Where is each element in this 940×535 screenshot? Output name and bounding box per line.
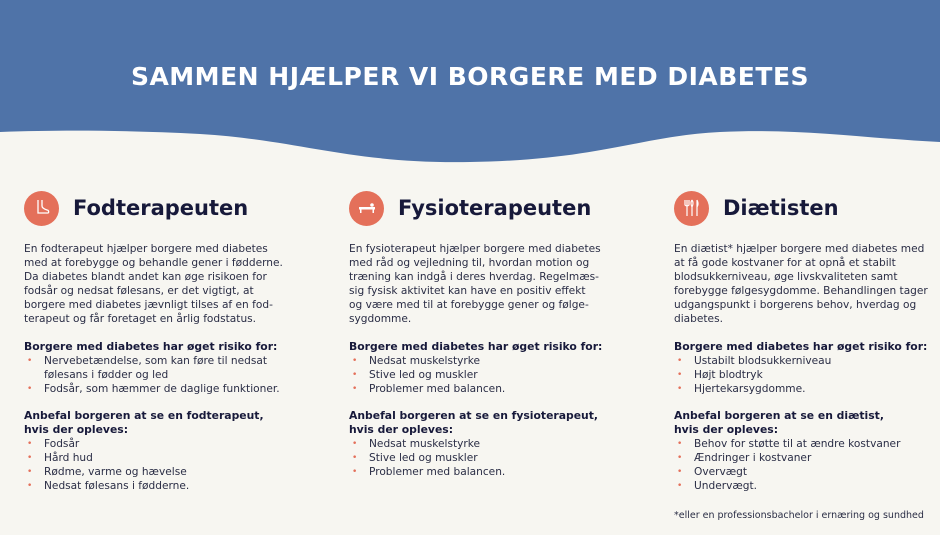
list-item: [674, 479, 940, 493]
list-item-text: Nedsat følesans i fødderne.: [44, 480, 190, 492]
list-item: [674, 368, 940, 382]
bullet-icon: •: [352, 370, 358, 380]
list-item: [674, 437, 940, 451]
recommend-list: [674, 437, 940, 493]
risk-list: [674, 354, 940, 396]
subheading-line: Anbefal borgeren at se en diætist,: [674, 409, 884, 422]
list-item-text: Rødme, varme og hævelse: [44, 466, 187, 478]
list-item: [24, 354, 324, 382]
description: [674, 242, 940, 326]
list-item: [674, 451, 940, 465]
list-item: [24, 451, 324, 465]
subheading-line: Borgere med diabetes har øget risiko for:: [349, 340, 603, 353]
list-item: [24, 465, 324, 479]
list-item: [349, 465, 649, 479]
list-item-text: Hård hud: [44, 452, 93, 464]
bullet-icon: •: [27, 384, 33, 394]
list-item: [349, 451, 649, 465]
recommend-heading: [24, 409, 324, 437]
list-item-text: Ændringer i kostvaner: [694, 452, 812, 464]
list-item-text: Fodsår, som hæmmer de daglige funktioner.: [44, 383, 280, 395]
recommend-list: [24, 437, 324, 493]
risk-heading: [24, 340, 324, 354]
foot-icon: [24, 191, 59, 226]
description-line: med råd og vejledning til, hvordan motion og: [349, 257, 590, 269]
page-title: SAMMEN HJÆLPER VI BORGERE MED DIABETES: [130, 62, 810, 91]
description-line: forebygge følgesygdomme. Behandlingen tager: [674, 285, 928, 297]
bullet-icon: •: [352, 467, 358, 477]
bullet-icon: •: [677, 370, 683, 380]
list-item-text: Problemer med balancen.: [369, 383, 506, 395]
column-header: [349, 190, 649, 226]
header-banner: [0, 0, 940, 170]
list-item-text: Hjertekarsygdomme.: [694, 383, 806, 395]
description-line: sig fysisk aktivitet kan have en positiv effekt: [349, 285, 586, 297]
column-header: [24, 190, 324, 226]
subheading-line: Borgere med diabetes har øget risiko for:: [674, 340, 928, 353]
bullet-icon: •: [352, 356, 358, 366]
list-item-text: Nedsat muskelstyrke: [369, 355, 481, 367]
list-item: [24, 437, 324, 451]
column-title: Fysioterapeuten: [398, 196, 592, 220]
column-title: Fodterapeuten: [73, 196, 249, 220]
list-item-text: Behov for støtte til at ændre kostvaner: [694, 438, 901, 450]
risk-heading: [674, 340, 940, 354]
list-item: [24, 479, 324, 493]
bullet-icon: •: [27, 453, 33, 463]
recommend-heading: [674, 409, 940, 437]
list-item-text: følesans i fødder og led: [44, 369, 169, 381]
subheading-line: hvis der opleves:: [24, 423, 129, 436]
risk-list: [24, 354, 324, 396]
bullet-icon: •: [677, 467, 683, 477]
description-line: med at forebygge og behandle gener i fødderne.: [24, 257, 283, 269]
list-item: [674, 465, 940, 479]
list-item: [674, 354, 940, 368]
list-item-text: Nedsat muskelstyrke: [369, 438, 481, 450]
description-line: En fodterapeut hjælper borgere med diabetes: [24, 243, 268, 255]
description-line: og være med til at forebygge gener og følge-: [349, 299, 589, 311]
description-line: Da diabetes blandt andet kan øge risikoen for: [24, 271, 267, 283]
column-header: [674, 190, 940, 226]
bullet-icon: •: [27, 467, 33, 477]
subheading-line: hvis der opleves:: [349, 423, 454, 436]
subheading-line: hvis der opleves:: [674, 423, 779, 436]
bullet-icon: •: [27, 356, 33, 366]
column-diaetist: [674, 190, 940, 506]
bullet-icon: •: [352, 439, 358, 449]
bullet-icon: •: [352, 384, 358, 394]
treatment-bench-icon: [349, 191, 384, 226]
description-line: fodsår og nedsat følesans, er det vigtigt, at: [24, 285, 254, 297]
bullet-icon: •: [27, 481, 33, 491]
list-item-text: Problemer med balancen.: [369, 466, 506, 478]
description: [349, 242, 649, 326]
description: [24, 242, 324, 326]
description-line: at få gode kostvaner for at opnå et stabilt: [674, 257, 896, 269]
subheading-line: Anbefal borgeren at se en fodterapeut,: [24, 409, 264, 422]
risk-heading: [349, 340, 649, 354]
cutlery-icon: [674, 191, 709, 226]
subheading-line: Borgere med diabetes har øget risiko for:: [24, 340, 278, 353]
description-line: sygdomme.: [349, 313, 412, 325]
recommend-list: [349, 437, 649, 479]
list-item: [349, 437, 649, 451]
bullet-icon: •: [27, 439, 33, 449]
list-item-text: Stive led og muskler: [369, 452, 478, 464]
list-item: [674, 382, 940, 396]
description-line: En diætist* hjælper borgere med diabetes med: [674, 243, 925, 255]
bullet-icon: •: [677, 481, 683, 491]
bullet-icon: •: [677, 453, 683, 463]
risk-list: [349, 354, 649, 396]
column-title: Diætisten: [723, 196, 839, 220]
subheading-line: Anbefal borgeren at se en fysioterapeut,: [349, 409, 599, 422]
list-item: [24, 382, 324, 396]
list-item: [349, 354, 649, 368]
column-fysioterapeut: [349, 190, 649, 492]
recommend-heading: [349, 409, 649, 437]
list-item-text: Undervægt.: [694, 480, 757, 492]
list-item-text: Højt blodtryk: [694, 369, 763, 381]
list-item-text: Stive led og muskler: [369, 369, 478, 381]
description-line: blodsukkerniveau, øge livskvaliteten samt: [674, 271, 898, 283]
bullet-icon: •: [677, 439, 683, 449]
description-line: diabetes.: [674, 313, 723, 325]
bullet-icon: •: [677, 384, 683, 394]
footnote: *eller en professionsbachelor i ernæring og sundhed: [674, 510, 924, 521]
description-line: borgere med diabetes jævnligt tilses af en fod-: [24, 299, 273, 311]
column-fodterapeut: [24, 190, 324, 506]
description-line: terapeut og får foretaget en årlig fodstatus.: [24, 313, 257, 325]
list-item: [349, 368, 649, 382]
list-item-text: Nervebetændelse, som kan føre til nedsat: [44, 355, 268, 367]
list-item: [349, 382, 649, 396]
description-line: En fysioterapeut hjælper borgere med diabetes: [349, 243, 601, 255]
list-item-text: Ustabilt blodsukkerniveau: [694, 355, 832, 367]
description-line: udgangspunkt i borgerens behov, hverdag og: [674, 299, 917, 311]
list-item-text: Fodsår: [44, 438, 80, 450]
bullet-icon: •: [677, 356, 683, 366]
list-item-text: Overvægt: [694, 466, 748, 478]
description-line: træning kan indgå i deres hverdag. Regelmæs-: [349, 271, 599, 283]
bullet-icon: •: [352, 453, 358, 463]
